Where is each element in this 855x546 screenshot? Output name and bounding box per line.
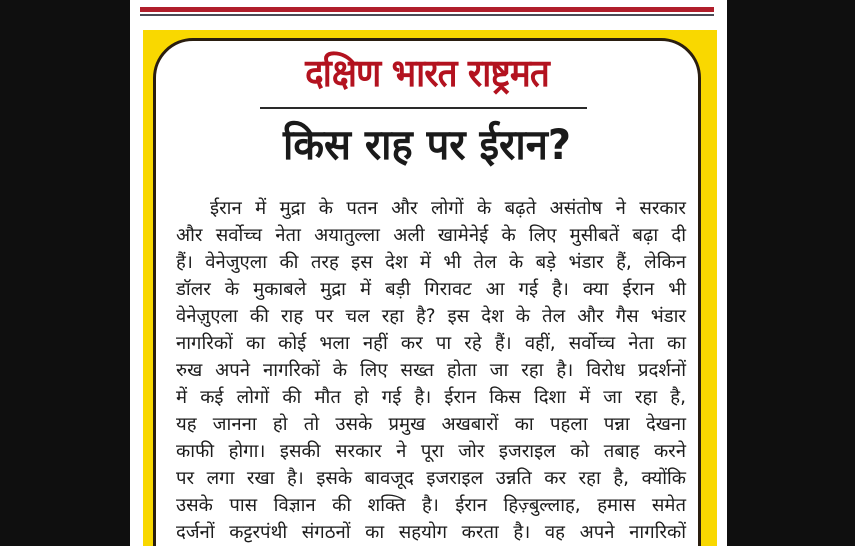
body-line: उसके पास विज्ञान की शक्ति है। ईरान हिज़्बुल्लाह, हमास समेत	[176, 495, 686, 516]
body-line: पर लगा रखा है। इसके बावजूद इजराइल उन्नति कर रहा है, क्योंकि	[176, 468, 686, 489]
masthead-title: दक्षिण भारत राष्ट्रमत	[305, 51, 549, 95]
headline: किस राह पर ईरान?	[283, 120, 571, 169]
body-line: हैं। वेनेजुएला की तरह इस देश में भी तेल के बड़े भंडार हैं, लेकिन	[176, 252, 686, 273]
body-line: यह जानना हो तो उसके प्रमुख अखबारों का पहला पन्ना देखना	[176, 414, 686, 435]
top-grey-rule	[140, 14, 714, 16]
body-line: दर्जनों कट्टरपंथी संगठनों का सहयोग करता है। वह अपने नागरिकों	[176, 522, 686, 543]
article-body	[176, 195, 686, 546]
newspaper-page	[130, 0, 727, 546]
body-line: और सर्वोच्च नेता अयातुल्ला अली खामेनेई के लिए मुसीबतें बढ़ा दी	[176, 225, 686, 246]
top-red-rule	[140, 7, 714, 12]
body-line: वेनेज़ुएला की राह पर चल रहा है? इस देश के तेल और गैस भंडार	[176, 306, 686, 327]
body-line: नागरिकों का कोई भला नहीं कर पा रहे हैं। वहीं, सर्वोच्च नेता का	[176, 333, 686, 354]
body-line: रुख अपने नागरिकों के लिए सख्त होता जा रहा है। विरोध प्रदर्शनों	[176, 360, 686, 381]
body-line: में कई लोगों की मौत हो गई है। ईरान किस दिशा में जा रहा है,	[176, 387, 686, 408]
masthead-divider	[260, 107, 587, 109]
editorial-box	[153, 38, 701, 546]
editorial-yellow-frame	[143, 30, 717, 546]
body-line: ईरान में मुद्रा के पतन और लोगों के बढ़ते असंतोष ने सरकार	[210, 198, 686, 219]
body-line: काफी होगा। इसकी सरकार ने पूरा जोर इजराइल को तबाह करने	[176, 441, 686, 462]
body-line: डॉलर के मुकाबले मुद्रा में बड़ी गिरावट आ गई है। क्या ईरान भी	[176, 279, 686, 300]
